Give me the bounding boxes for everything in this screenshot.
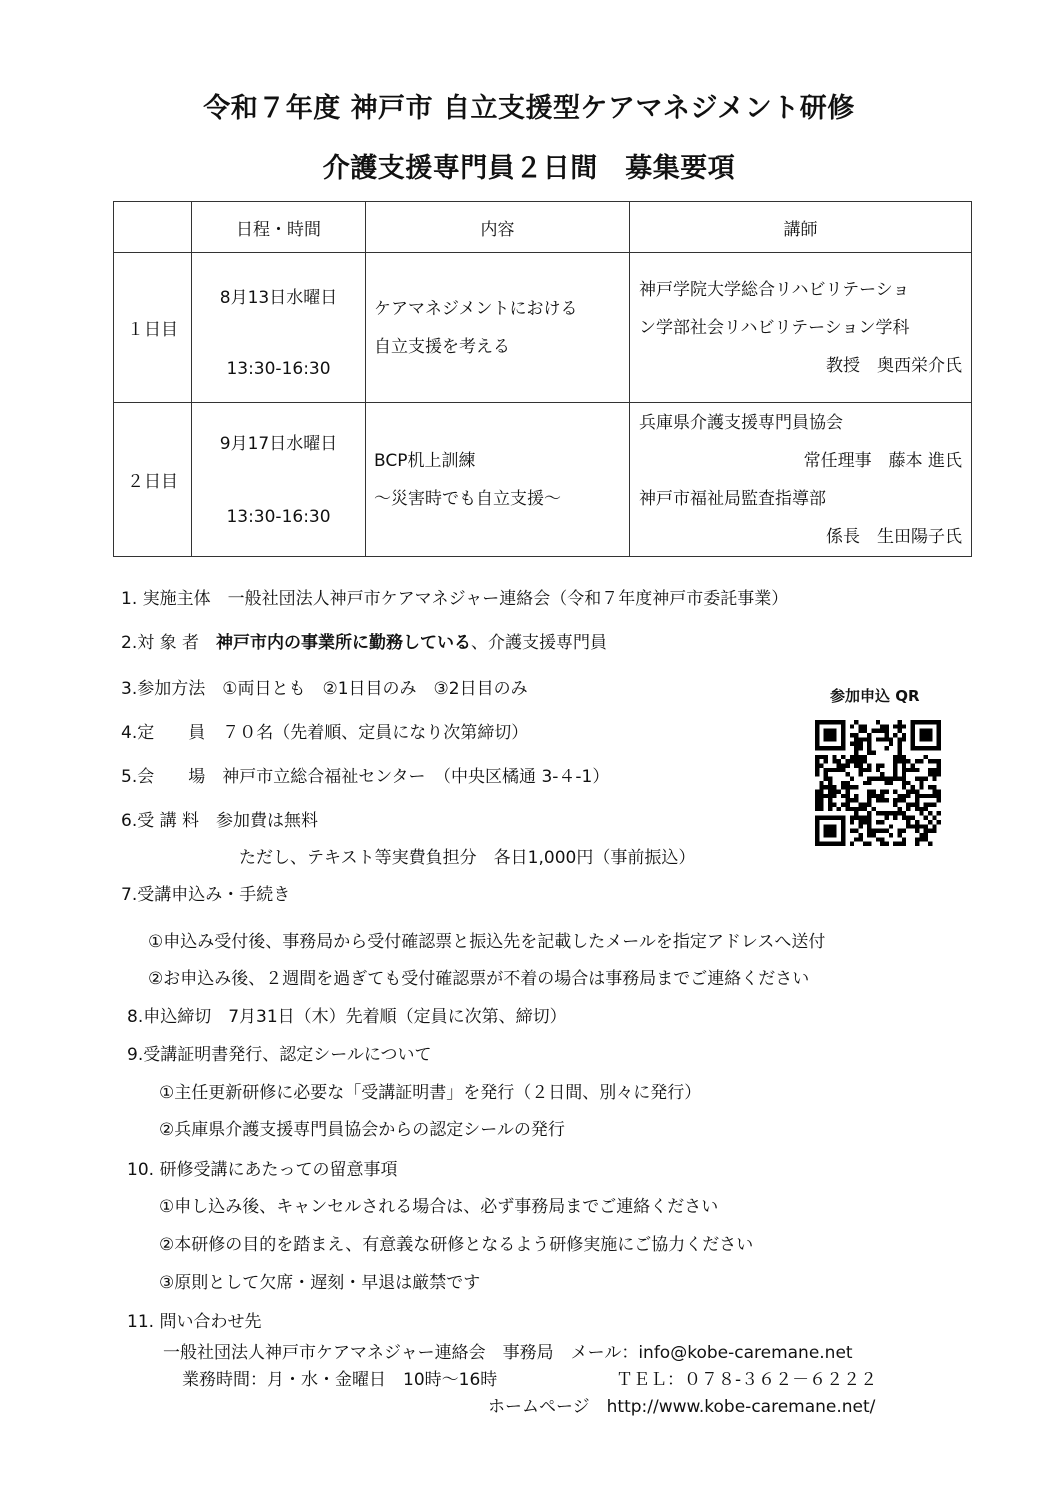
certificate-item: ①主任更新研修に必要な「受講証明書」を発行（２日間、別々に発行） — [159, 1083, 702, 1103]
header-blank — [114, 202, 192, 253]
target-label: 2.対 象 者 — [121, 633, 217, 653]
target-bold: 神戸市内の事業所に勤務している — [216, 633, 472, 653]
target-suffix: 、介護支援専門員 — [471, 633, 608, 653]
content-line: ケアマネジメントにおける — [374, 298, 578, 319]
page-title: 令和７年度 神戸市 自立支援型ケアマネジメント研修 — [203, 93, 855, 124]
lecturer-cell — [630, 403, 972, 557]
date-cell — [192, 403, 366, 557]
header-lecturer: 講師 — [630, 202, 972, 253]
contact-tel: ＴＥＬ：０７８-３６２－６２２２ — [616, 1370, 878, 1390]
section-organizer: 1. 実施主体 一般社団法人神戸市ケアマネジャー連絡会（令和７年度神戸市委託事業） — [121, 589, 789, 609]
content-line: ～災害時でも自立支援～ — [374, 488, 561, 509]
lecturer-name: 常任理事 藤本 進氏 — [803, 450, 962, 471]
content-cell — [366, 403, 630, 557]
section-method: 3.参加方法 ①両日とも ②1日目のみ ③2日目のみ — [121, 679, 528, 699]
section-certificate: 9.受講証明書発行、認定シールについて — [127, 1045, 432, 1065]
contact-hours: 業務時間：月・水・金曜日 10時～16時 — [182, 1370, 498, 1390]
date-text: 9月17日水曜日 — [219, 434, 338, 454]
table-row — [114, 253, 972, 403]
lecturer-name: 教授 奥西栄介氏 — [826, 355, 962, 376]
table-header-row — [114, 202, 972, 253]
section-deadline: 8.申込締切 7月31日（木）先着順（定員に次第、締切） — [127, 1007, 567, 1027]
application-step: ①申込み受付後、事務局から受付確認票と振込先を記載したメールを指定アドレスへ送付 — [148, 932, 826, 952]
header-content: 内容 — [366, 202, 630, 253]
table-row — [114, 403, 972, 557]
lecturer-name: 係長 生田陽子氏 — [826, 526, 962, 547]
section-venue: 5.会 場 神戸市立総合福祉センター （中央区橘通 3-４-1） — [121, 767, 610, 787]
qr-code-icon[interactable] — [815, 720, 941, 846]
note-item: ①申し込み後、キャンセルされる場合は、必ず事務局までご連絡ください — [159, 1197, 719, 1217]
header-schedule: 日程・時間 — [192, 202, 366, 253]
time-text: 13:30-16:30 — [226, 359, 331, 379]
lecturer-line: 兵庫県介護支援専門員協会 — [639, 412, 843, 433]
day-label: ２日目 — [114, 403, 192, 557]
note-item: ②本研修の目的を踏まえ、有意義な研修となるよう研修実施にご協力ください — [159, 1235, 754, 1255]
time-text: 13:30-16:30 — [226, 507, 331, 527]
date-cell — [192, 253, 366, 403]
date-text: 8月13日水曜日 — [219, 288, 338, 308]
section-application: 7.受講申込み・手続き — [121, 885, 291, 905]
schedule-table — [113, 201, 972, 557]
lecturer-line: 神戸市福祉局監査指導部 — [639, 488, 826, 509]
section-contact: 11. 問い合わせ先 — [127, 1312, 262, 1332]
lecturer-line: 神戸学院大学総合リハビリテーショ — [639, 279, 910, 300]
contact-homepage: ホームページ http://www.kobe-caremane.net/ — [488, 1397, 876, 1417]
qr-label: 参加申込 QR — [830, 687, 920, 705]
section-fee-note: ただし、テキスト等実費負担分 各日1,000円（事前振込） — [239, 848, 696, 868]
content-line: BCP机上訓練 — [374, 450, 476, 471]
content-cell — [366, 253, 630, 403]
section-fee: 6.受 講 料 参加費は無料 — [121, 811, 319, 831]
application-step: ②お申込み後、２週間を過ぎても受付確認票が不着の場合は事務局までご連絡ください — [148, 969, 810, 989]
certificate-item: ②兵庫県介護支援専門員協会からの認定シールの発行 — [159, 1120, 565, 1140]
lecturer-cell — [630, 253, 972, 403]
content-line: 自立支援を考える — [374, 336, 510, 357]
lecturer-line: ン学部社会リハビリテーション学科 — [639, 317, 910, 338]
page-subtitle: 介護支援専門員２日間 募集要項 — [322, 153, 736, 184]
section-notes: 10. 研修受講にあたっての留意事項 — [127, 1160, 398, 1180]
section-target — [121, 628, 607, 653]
note-item: ③原則として欠席・遅刻・早退は厳禁です — [159, 1273, 481, 1293]
day-label: １日目 — [114, 253, 192, 403]
section-capacity: 4.定 員 ７０名（先着順、定員になり次第締切） — [121, 723, 529, 743]
contact-email: 一般社団法人神戸市ケアマネジャー連絡会 事務局 メール：info@kobe-caremane.net — [163, 1343, 853, 1363]
